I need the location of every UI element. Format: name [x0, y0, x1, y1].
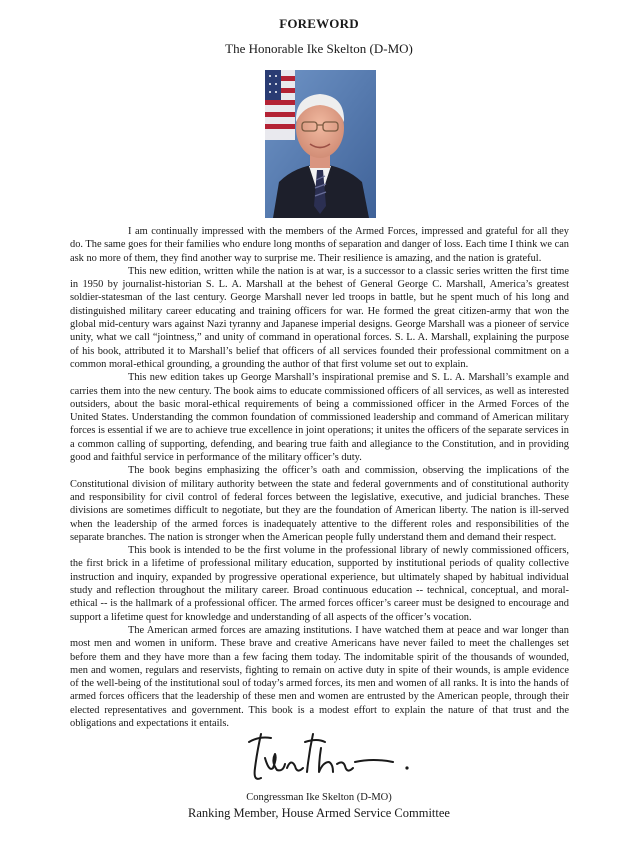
paragraph: This new edition takes up George Marshall’s inspirational premise and S. L. A. Marshall’s example and carries them into the new century. The book aims to educate commissioned officers of all services, as well as interested outsiders, about the basic moral-ethical requirements of being a commissioned officer in the Armed Forces of the United States. Understanding the common foundation of commissioned leadership and command of American military forces is essential if we are to achieve true excellence in joint operations; it unites the officers of the separate services in a common calling of supporting, defending, and bearing true faith and allegiance to the Constitution, and in providing good and faithful service in performance of the military officer’s duty. — [70, 372, 569, 464]
signatory-name: Congressman Ike Skelton (D-MO) — [246, 792, 392, 803]
paragraph: The book begins emphasizing the officer’s oath and commission, observing the implications of the Constitutional division of military authority between the state and federal governments and of constitutional authority and responsibility for civil control of federal forces between the legislative, executive, and judicial branches. These divisions are sometimes difficult to negotiate, but they are the foundation of American liberty. The nation is ill-served when the leadership of the armed forces is inadequately attentive to the different roles and responsibilities of the separate branches. The nation is stronger when the American people fully understand them and demand their respect. — [70, 465, 569, 543]
paragraph: The American armed forces are amazing institutions. I have watched them at peace and war longer than most men and women in uniform. These brave and creative Americans have never failed to meet the challenges set before them and they have more than a few facing them today. The indomitable spirit of the thousands of wounded, men and women, regulars and reservists, fighting to remain on active duty in spite of their wounds, is ample evidence of the well-being of the institutional soul of today’s armed forces, its men and women of all ranks. It is into the hands of armed forces officers that the leadership of these men and women are entrusted by the American people, through their elected representatives and government. This book is a modest effort to explain the nature of that trust and the obligations and expectations it entails. — [70, 624, 569, 729]
page-subtitle: The Honorable Ike Skelton (D-MO) — [225, 41, 413, 56]
signature-drawing — [243, 728, 418, 792]
author-portrait — [265, 70, 376, 218]
handwritten-signature — [243, 728, 418, 792]
signatory-role: Ranking Member, House Armed Service Committee — [188, 806, 450, 820]
page-title: FOREWORD — [279, 16, 359, 31]
paragraph: This new edition, written while the nation is at war, is a successor to a classic series written the first time in 1950 by journalist-historian S. L. A. Marshall at the behest of General George C. Marshall, America’s greatest soldier-statesman of the last century. George Marshall never led troops in battle, but he spent much of his long and distinguished military career educating and training officers for war. He formed the great citizen-army that won the global mid-century wars against Nazi tyranny and Japanese imperial designs. George Marshall was a pioneer of service unity, what we call “jointness,” and unity of command in operational forces. S. L. A. Marshall, explaining the purpose of his book, attributed it to Marshall’s belief that officers of all services founded their professional commitment on a common moral-ethical grounding, a grounding the author of that first volume set out to explain. — [70, 265, 569, 370]
foreword-body — [70, 225, 569, 730]
paragraph: I am continually impressed with the members of the Armed Forces, impressed and grateful for all they do. The same goes for their families who endure long months of separation and danger of loss. Each time I think we can ask no more of them, they find another way to surprise me. Their resilience is amazing, and the nation is grateful. — [70, 226, 569, 264]
portrait-illustration — [265, 70, 376, 218]
paragraph: This book is intended to be the first volume in the professional library of newly commissioned officers, the first brick in a lifetime of professional military education, supported by institutional periods of quality collective instruction and inquiry, expanded by progressive operational experience, but ultimately shaped by habitual individual study and reflection throughout the military career. Broad continuous education -- technical, conceptual, and moral-ethical -- is the hallmark of a professional officer. The armed forces officer’s career must be designed to encourage and support a lifetime quest for knowledge and understanding of all aspects of the officer’s vocation. — [70, 545, 569, 623]
